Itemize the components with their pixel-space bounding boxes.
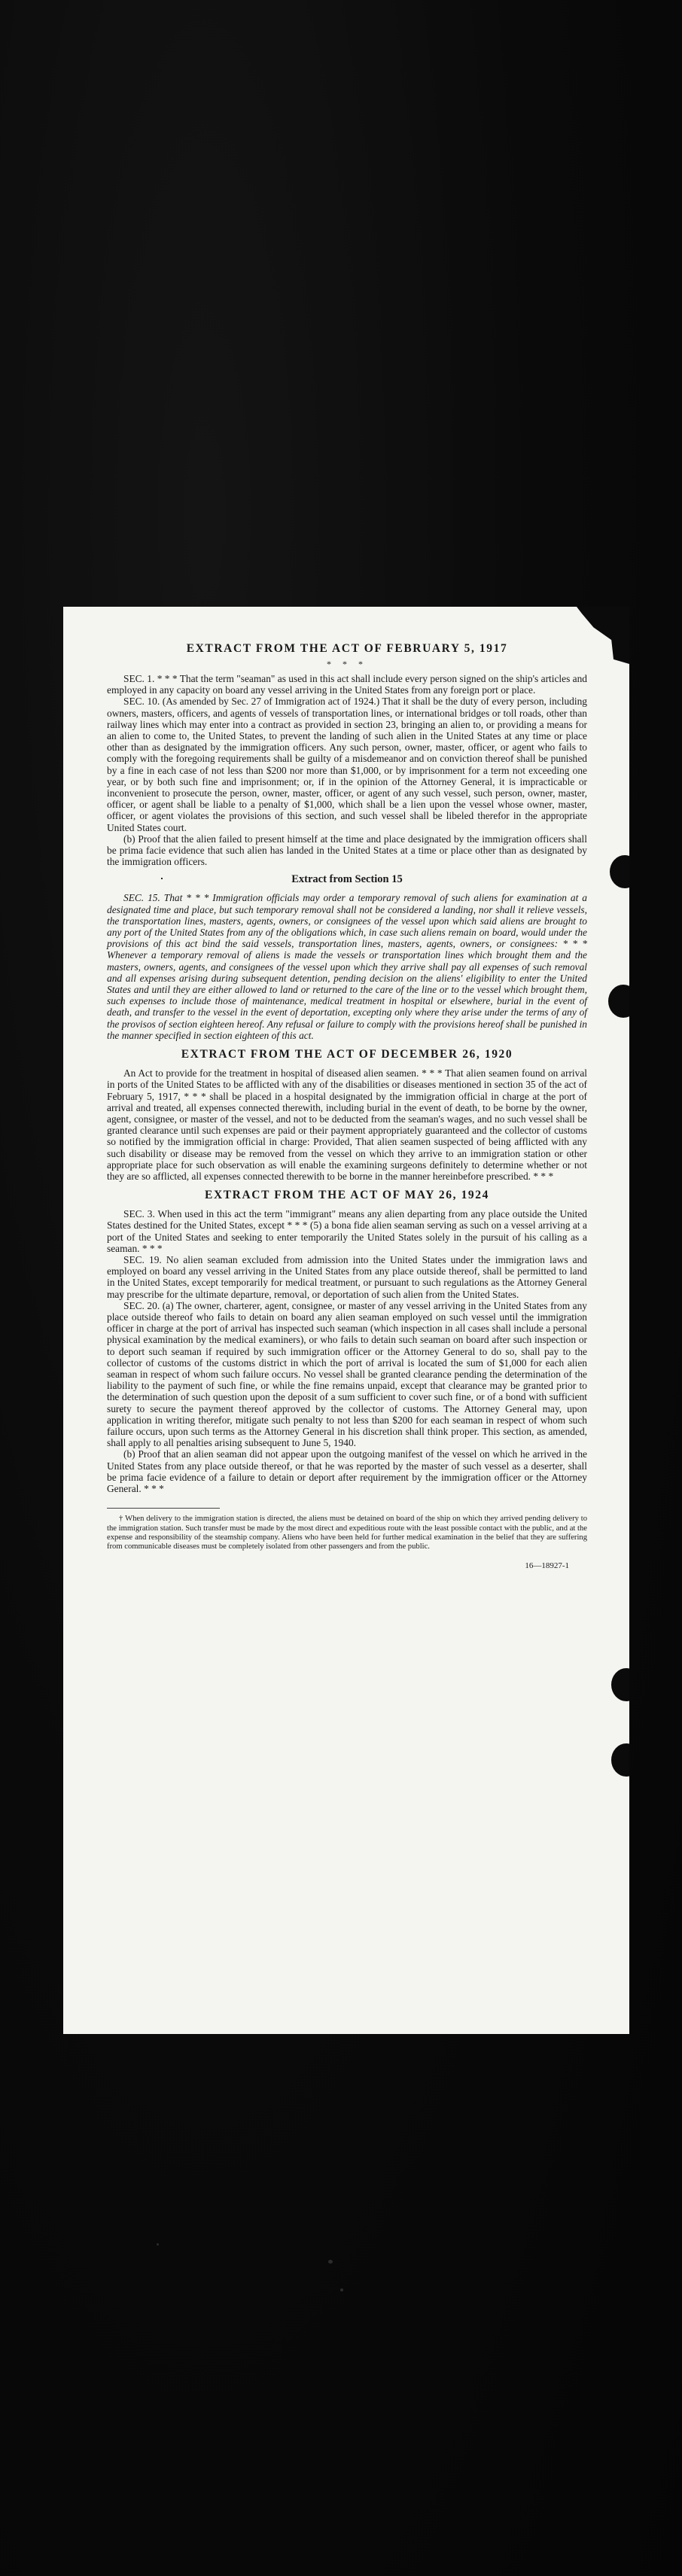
footnote: † When delivery to the immigration station is directed, the aliens must be detained on board of the ship on which they arrived pending delivery to the immigration station. Such transfer must be made by the most direct and expeditious route with the least possible contact with the public, and at the expense and responsibility of the steamship company. Aliens who have been held for further medical examination in the belief that they are suffering from communicable diseases must be completely isolated from other passengers and from the public. (107, 1515, 587, 1551)
section-act-1924 (107, 1188, 587, 1494)
document-page (63, 607, 629, 2034)
paper-speck (161, 878, 163, 879)
section-15-paragraph: SEC. 15. That * * * Immigration officials may order a temporary removal of such aliens for examination at a designated time and place, but such temporary removal shall not be considered a landing, nor shall it relieve vessels, the transportation lines, masters, agents, owners, or consignees of the vessel upon which said aliens are brought to any port of the United States from any of the obligations which, in case such aliens remain on board, would under the provisions of this act bind the said vessels, transportation lines, masters, agents, owners, or consignees: * * * Whenever a temporary removal of aliens is made the vessels or transportation lines which brought them and the masters, owners, agents, and consignees of the vessel upon which they arrive shall pay all expenses of such removal and all expenses arising during subsequent detention, pending decision on the aliens' eligibility to enter the United States and until they are either allowed to land or returned to the care of the line or to the vessel which brought them, such expenses to include those of maintenance, medical treatment in hospital or elsewhere, burial in the event of death, and transfer to the vessel in the event of deportation, excepting only where they arise under the terms of any of the provisos of section eighteen hereof. Any refusal or failure to comply with the provisions hereof shall be punished in the manner specified in section eighteen of this act. (107, 892, 587, 1041)
punch-hole (610, 855, 629, 888)
dust-speck (157, 2243, 159, 2246)
section-1-paragraph: SEC. 1. * * * That the term "seaman" as used in this act shall include every person signed on the ship's articles and employed in any capacity on board any vessel arriving in the United States from any foreign port or place. (107, 673, 587, 696)
section-heading: EXTRACT FROM THE ACT OF FEBRUARY 5, 1917 (186, 642, 508, 655)
punch-hole (611, 1743, 629, 1777)
section-heading: EXTRACT FROM THE ACT OF DECEMBER 26, 1920 (181, 1048, 513, 1061)
section-19-paragraph: SEC. 19. No alien seaman excluded from admission into the United States under the immigration laws and employed on board any vessel arriving in the United States from any place outside thereof, shall be permitted to land in the United States, except temporarily for medical treatment, or pursuant to such regulations as the Attorney General may prescribe for the ultimate departure, removal, or deportation of such alien from the United States. (107, 1253, 587, 1300)
footnote-divider (107, 1508, 220, 1509)
section-act-1920 (107, 1047, 587, 1182)
section-10b-paragraph: (b) Proof that the alien failed to present himself at the time and place designated by the immigration officers shall be prima facie evidence that such alien has landed in the United States at a time or place other than as designated by the immigration officers. (107, 833, 587, 868)
section-20a-paragraph: SEC. 20. (a) The owner, charterer, agent, consignee, or master of any vessel arriving in the United States from any place outside thereof who fails to detain on board any alien seaman employed on such vessel until the immigration officer in charge at the port of arrival has inspected such seaman (which inspection in all cases shall include a personal physical examination by the medical examiners), or who fails to detain such seaman on board after such inspection or to deport such seaman if required by such immigration officer or the Attorney General to do so, shall pay to the collector of customs of the customs district in which the port of arrival is located the sum of $1,000 for each alien seaman in respect of whom such failure occurs. No vessel shall be granted clearance pending the determination of the liability to the payment of such fine, or while the fine remains unpaid, except that clearance may be granted prior to the determination of such question upon the deposit of a sum sufficient to cover such fine, or of a bond with sufficient surety to secure the payment thereof approved by the collector of customs. The Attorney General may, upon application in writing therefor, mitigate such penalty to not less than $200 for each seaman in respect of whom such failure occurs, upon such terms as the Attorney General in his discretion shall think proper. This section, as amended, shall apply to all penalties arising subsequent to June 5, 1940. (107, 1299, 587, 1449)
act-1920-paragraph: An Act to provide for the treatment in hospital of diseased alien seamen. * * * That alien seamen found on arrival in ports of the United States to be afflicted with any of the disabilities or diseases mentioned in section 35 of the act of February 5, 1917, * * * shall be placed in a hospital designated by the immigration official in charge at the port of arrival and treated, all expenses connected therewith, including burial in the event of death, to be borne by the owner, agent, consignee, or master of the vessel, and not to be deducted from the seaman's wages, and no such vessel shall be granted clearance until such expenses are paid or their payment appropriately guaranteed and the collector of customs so notified by the immigration official in charge: Provided, That alien seamen suspected of being afflicted with any such disability or disease may be removed from the vessel on which they arrive to an immigration station or other appropriate place for such observation as will enable the examining surgeons definitely to determine whether or not they are so afflicted, all expenses connected therewith to be borne in the manner hereinbefore prescribed. * * * (107, 1067, 587, 1182)
dust-speck (328, 2260, 333, 2264)
section-10-paragraph: SEC. 10. (As amended by Sec. 27 of Immigration act of 1924.) That it shall be the duty of every person, including owners, masters, officers, and agents of vessels of transportation lines, or international bridges or toll roads, other than railway lines which may enter into a contract as provided in section 23, bringing an alien to, or providing a means for an alien to come to, the United States, to prevent the landing of such alien in the United States at any time or place other than as designated by the immigration officers. Any such person, owner, master, officer, or agent who fails to comply with the foregoing requirements shall be guilty of a misdemeanor and on conviction thereof shall be punished by a fine in each case of not less than $200 nor more than $1,000, or by imprisonment for a term not exceeding one year, or by both such fine and imprisonment; or, if in the opinion of the Attorney General, it is impracticable or inconvenient to prosecute the person, owner, master, officer, or agent of any such vessel, such person, owner, master, officer, or agent shall be liable to a penalty of $1,000, which shall be a lien upon the vessel whose owner, master, officer, or agent violates the provisions of this section, and such vessel shall be libeled therefor in the appropriate United States court. (107, 696, 587, 833)
dust-speck (340, 2288, 343, 2291)
document-number: 16—18927-1 (525, 1561, 569, 1570)
ellipsis-stars: * * * (327, 659, 367, 669)
section-3-paragraph: SEC. 3. When used in this act the term "immigrant" means any alien departing from any place outside the United States destined for the United States, except * * * (5) a bona fide alien seaman serving as such on a vessel arriving at a port of the United States and seeking to enter temporarily the United States solely in the pursuit of his calling as a seaman. * * * (107, 1208, 587, 1254)
punch-hole (611, 1668, 629, 1701)
section-15-extract (107, 873, 587, 1041)
section-heading: EXTRACT FROM THE ACT OF MAY 26, 1924 (205, 1189, 489, 1202)
section-act-1917 (107, 641, 587, 867)
section-subheading: Extract from Section 15 (291, 873, 403, 886)
section-20b-paragraph: (b) Proof that an alien seaman did not appear upon the outgoing manifest of the vessel on which he arrived in the United States from any place outside thereof, or that he was reported by the master of such vessel as a deserter, shall be prima facie evidence of a failure to detain or deport after requirement by the immigration officer or the Attorney General. * * * (107, 1448, 587, 1494)
punch-hole (608, 985, 629, 1018)
